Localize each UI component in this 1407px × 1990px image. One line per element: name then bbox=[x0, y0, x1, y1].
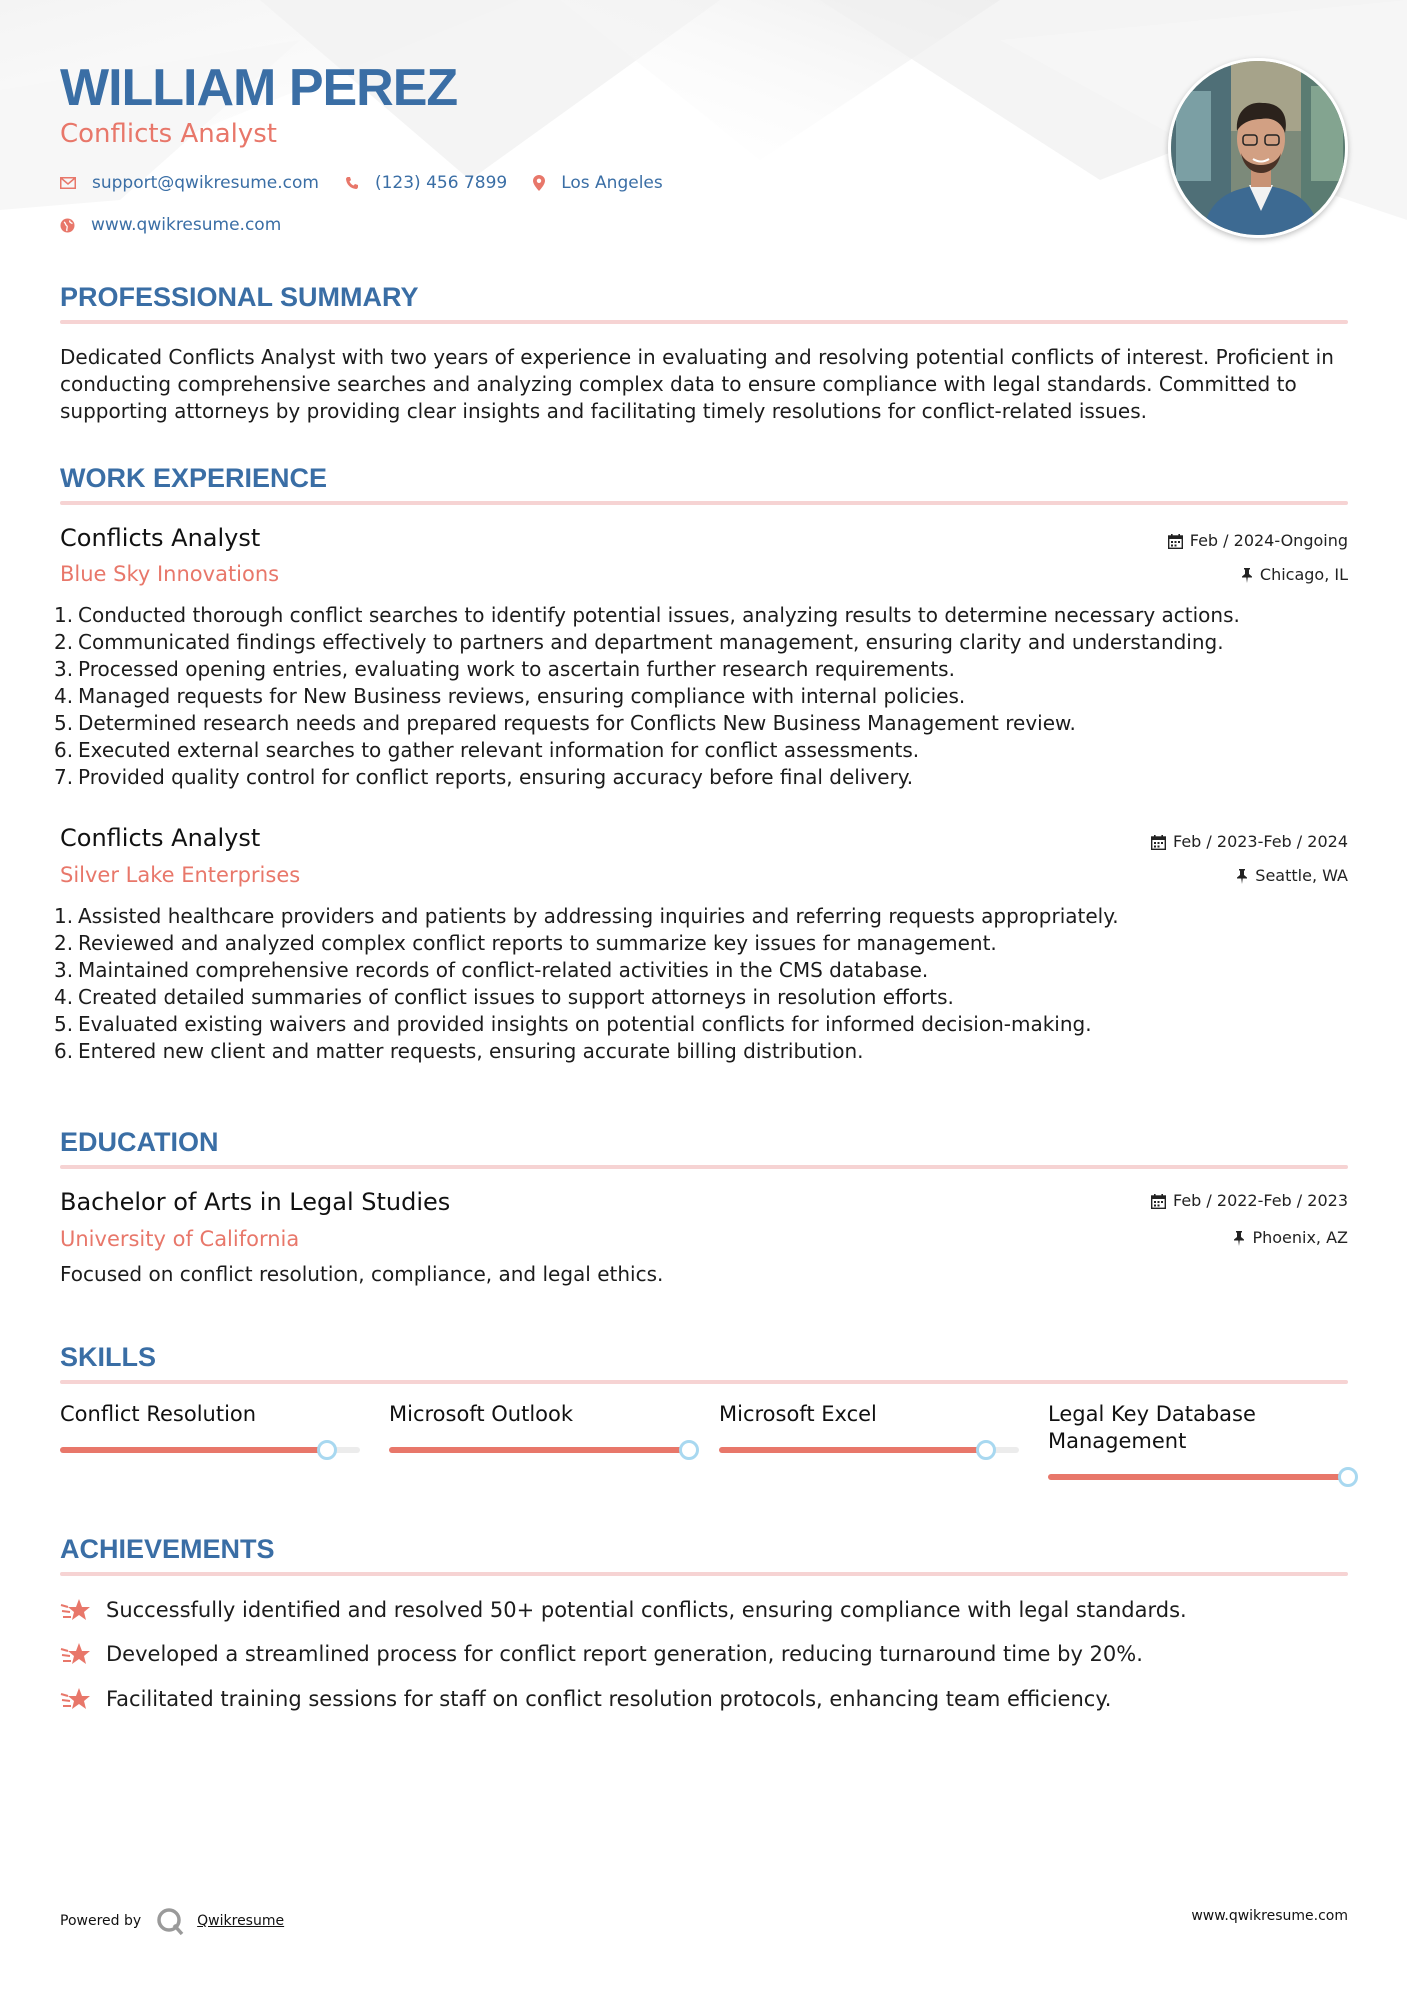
shooting-star-icon bbox=[60, 1641, 90, 1667]
skill-track bbox=[389, 1447, 689, 1453]
job-title: Conflicts Analyst bbox=[60, 524, 261, 552]
location-contact bbox=[533, 173, 663, 193]
job-duties-list bbox=[54, 903, 1348, 1065]
list-item: 4. Created detailed summaries of conflict issues to support attorneys in resolution efforts. bbox=[54, 985, 954, 1009]
achievements-divider bbox=[60, 1572, 1348, 1576]
pushpin-icon bbox=[1233, 1231, 1245, 1246]
qwikresume-link[interactable]: Qwikresume bbox=[197, 1913, 285, 1929]
job-dates-text: Feb / 2023-Feb / 2024 bbox=[1173, 832, 1348, 851]
skill-slider-knob[interactable] bbox=[317, 1440, 337, 1460]
shooting-star-icon bbox=[60, 1686, 90, 1712]
job-dates-text: Feb / 2024-Ongoing bbox=[1189, 531, 1348, 550]
map-pin-icon bbox=[533, 175, 545, 191]
list-item-text: Executed external searches to gather relevant information for conflict assessments. bbox=[78, 738, 920, 762]
education-location-text: Phoenix, AZ bbox=[1252, 1228, 1348, 1247]
list-item-text: Provided quality control for conflict reports, ensuring accuracy before final delivery. bbox=[78, 765, 914, 789]
pushpin-icon bbox=[1241, 568, 1253, 583]
location-text: Los Angeles bbox=[561, 173, 663, 193]
summary-title: PROFESSIONAL SUMMARY bbox=[60, 282, 419, 312]
list-item-text: Determined research needs and prepared requests for Conflicts New Business Management review. bbox=[78, 711, 1076, 735]
skill-fill bbox=[719, 1447, 986, 1453]
education-dates bbox=[1151, 1190, 1348, 1212]
list-item-text: Evaluated existing waivers and provided insights on potential conflicts for informed decision-making. bbox=[78, 1012, 1092, 1036]
list-item-text: Reviewed and analyzed complex conflict reports to summarize key issues for management. bbox=[78, 931, 997, 955]
job-location-text: Chicago, IL bbox=[1259, 565, 1348, 584]
list-item-text: Entered new client and matter requests, ensuring accurate billing distribution. bbox=[78, 1039, 864, 1063]
powered-by bbox=[60, 1906, 284, 1936]
education-divider bbox=[60, 1165, 1348, 1169]
list-item: 2. Reviewed and analyzed complex conflict reports to summarize key issues for management. bbox=[54, 931, 997, 955]
degree-title: Bachelor of Arts in Legal Studies bbox=[60, 1188, 451, 1216]
achievements-title: ACHIEVEMENTS bbox=[60, 1534, 275, 1564]
skill-track bbox=[60, 1447, 360, 1453]
list-item: 7. Provided quality control for conflict reports, ensuring accuracy before final delivery. bbox=[54, 765, 914, 789]
job-dates bbox=[1168, 530, 1348, 552]
skill-item bbox=[1048, 1401, 1348, 1455]
skill-slider-knob[interactable] bbox=[679, 1440, 699, 1460]
skill-name: Microsoft Outlook bbox=[389, 1402, 574, 1426]
list-item: 6. Executed external searches to gather relevant information for conflict assessments. bbox=[54, 738, 920, 762]
skill-fill bbox=[60, 1447, 327, 1453]
skill-slider-knob[interactable] bbox=[1338, 1467, 1358, 1487]
email-text: support@qwikresume.com bbox=[92, 173, 319, 193]
email-contact[interactable] bbox=[60, 173, 319, 193]
skill-item bbox=[719, 1401, 1019, 1428]
job-dates bbox=[1151, 831, 1348, 853]
education-title: EDUCATION bbox=[60, 1127, 219, 1157]
achievement-text: Facilitated training sessions for staff on conflict resolution protocols, enhancing team efficiency. bbox=[106, 1687, 1112, 1711]
shooting-star-icon bbox=[60, 1597, 90, 1623]
calendar-icon bbox=[1151, 835, 1166, 850]
powered-by-label: Powered by bbox=[60, 1913, 142, 1929]
achievement-text: Developed a streamlined process for conflict report generation, reducing turnaround time by 20%. bbox=[106, 1642, 1143, 1666]
achievement-item bbox=[60, 1640, 1143, 1668]
skill-item bbox=[389, 1401, 689, 1428]
achievement-text: Successfully identified and resolved 50+ potential conflicts, ensuring compliance with legal standards. bbox=[106, 1598, 1187, 1622]
candidate-name: WILLIAM PEREZ bbox=[60, 59, 458, 117]
profile-photo bbox=[1168, 58, 1348, 238]
envelope-icon bbox=[60, 177, 76, 189]
globe-icon bbox=[60, 218, 75, 233]
pushpin-icon bbox=[1236, 869, 1248, 884]
skill-fill bbox=[389, 1447, 689, 1453]
summary-divider bbox=[60, 320, 1348, 324]
list-item: 5. Evaluated existing waivers and provided insights on potential conflicts for informed decision-making. bbox=[54, 1012, 1092, 1036]
job-duties-list bbox=[54, 602, 1348, 791]
job-location-text: Seattle, WA bbox=[1255, 866, 1348, 885]
list-item: 6. Entered new client and matter requests, ensuring accurate billing distribution. bbox=[54, 1039, 864, 1063]
list-item-text: Processed opening entries, evaluating work to ascertain further research requirements. bbox=[78, 657, 955, 681]
footer bbox=[60, 1900, 1348, 1930]
education-description: Focused on conflict resolution, compliance, and legal ethics. bbox=[60, 1262, 664, 1286]
skill-name: Legal Key Database Management bbox=[1048, 1402, 1256, 1453]
footer-url[interactable]: www.qwikresume.com bbox=[1191, 1908, 1348, 1924]
calendar-icon bbox=[1151, 1194, 1166, 1209]
phone-text: (123) 456 7899 bbox=[374, 173, 508, 193]
list-item: 1. Conducted thorough conflict searches to identify potential issues, analyzing results to determine necessary actions. bbox=[54, 603, 1240, 627]
company-name: Silver Lake Enterprises bbox=[60, 863, 301, 887]
job-title: Conflicts Analyst bbox=[60, 824, 261, 852]
skill-fill bbox=[1048, 1474, 1348, 1480]
list-item-text: Created detailed summaries of conflict issues to support attorneys in resolution efforts. bbox=[78, 985, 954, 1009]
list-item-text: Communicated findings effectively to partners and department management, ensuring clarity and understanding. bbox=[78, 630, 1224, 654]
website-contact[interactable] bbox=[60, 215, 281, 235]
skill-name: Conflict Resolution bbox=[60, 1402, 257, 1426]
list-item-text: Assisted healthcare providers and patients by addressing inquiries and referring requests appropriately. bbox=[78, 904, 1119, 928]
achievement-item bbox=[60, 1596, 1187, 1624]
company-name: Blue Sky Innovations bbox=[60, 562, 280, 586]
list-item-text: Maintained comprehensive records of conflict-related activities in the CMS database. bbox=[78, 958, 929, 982]
summary-text: Dedicated Conflicts Analyst with two years of experience in evaluating and resolving potential conflicts of interest. Proficient in conducting comprehensive searches and analyzing complex data to ensure compliance with legal standards. Committed to supporting attorneys by providing clear insights and facilitating timely resolutions for conflict-related issues. bbox=[60, 345, 1334, 423]
list-item-text: Managed requests for New Business reviews, ensuring compliance with internal policies. bbox=[78, 684, 966, 708]
phone-contact[interactable] bbox=[345, 173, 507, 193]
skill-slider-knob[interactable] bbox=[976, 1440, 996, 1460]
achievement-item bbox=[60, 1685, 1111, 1713]
list-item: 3. Processed opening entries, evaluating work to ascertain further research requirements. bbox=[54, 657, 955, 681]
education-location bbox=[1233, 1227, 1348, 1249]
list-item: 4. Managed requests for New Business reviews, ensuring compliance with internal policies. bbox=[54, 684, 966, 708]
experience-title: WORK EXPERIENCE bbox=[60, 463, 328, 493]
skill-name: Microsoft Excel bbox=[719, 1402, 877, 1426]
list-item: 1. Assisted healthcare providers and patients by addressing inquiries and referring requests appropriately. bbox=[54, 904, 1119, 928]
calendar-icon bbox=[1168, 534, 1183, 549]
list-item: 3. Maintained comprehensive records of conflict-related activities in the CMS database. bbox=[54, 958, 929, 982]
skill-track bbox=[719, 1447, 1019, 1453]
phone-icon bbox=[345, 176, 359, 190]
skill-track bbox=[1048, 1474, 1348, 1480]
experience-divider bbox=[60, 501, 1348, 505]
skill-item bbox=[60, 1401, 360, 1428]
qwikresume-logo-icon bbox=[155, 1906, 185, 1936]
school-name: University of California bbox=[60, 1227, 300, 1251]
list-item: 5. Determined research needs and prepared requests for Conflicts New Business Management review. bbox=[54, 711, 1076, 735]
job-location bbox=[1241, 564, 1348, 586]
list-item: 2. Communicated findings effectively to partners and department management, ensuring clarity and understanding. bbox=[54, 630, 1224, 654]
candidate-role: Conflicts Analyst bbox=[60, 119, 277, 149]
list-item-text: Conducted thorough conflict searches to identify potential issues, analyzing results to determine necessary actions. bbox=[78, 603, 1240, 627]
job-location bbox=[1236, 865, 1348, 887]
website-row bbox=[60, 215, 307, 235]
education-dates-text: Feb / 2022-Feb / 2023 bbox=[1173, 1191, 1348, 1210]
skills-divider bbox=[60, 1380, 1348, 1384]
contact-row bbox=[60, 173, 689, 193]
website-text: www.qwikresume.com bbox=[91, 215, 282, 235]
skills-title: SKILLS bbox=[60, 1342, 157, 1372]
